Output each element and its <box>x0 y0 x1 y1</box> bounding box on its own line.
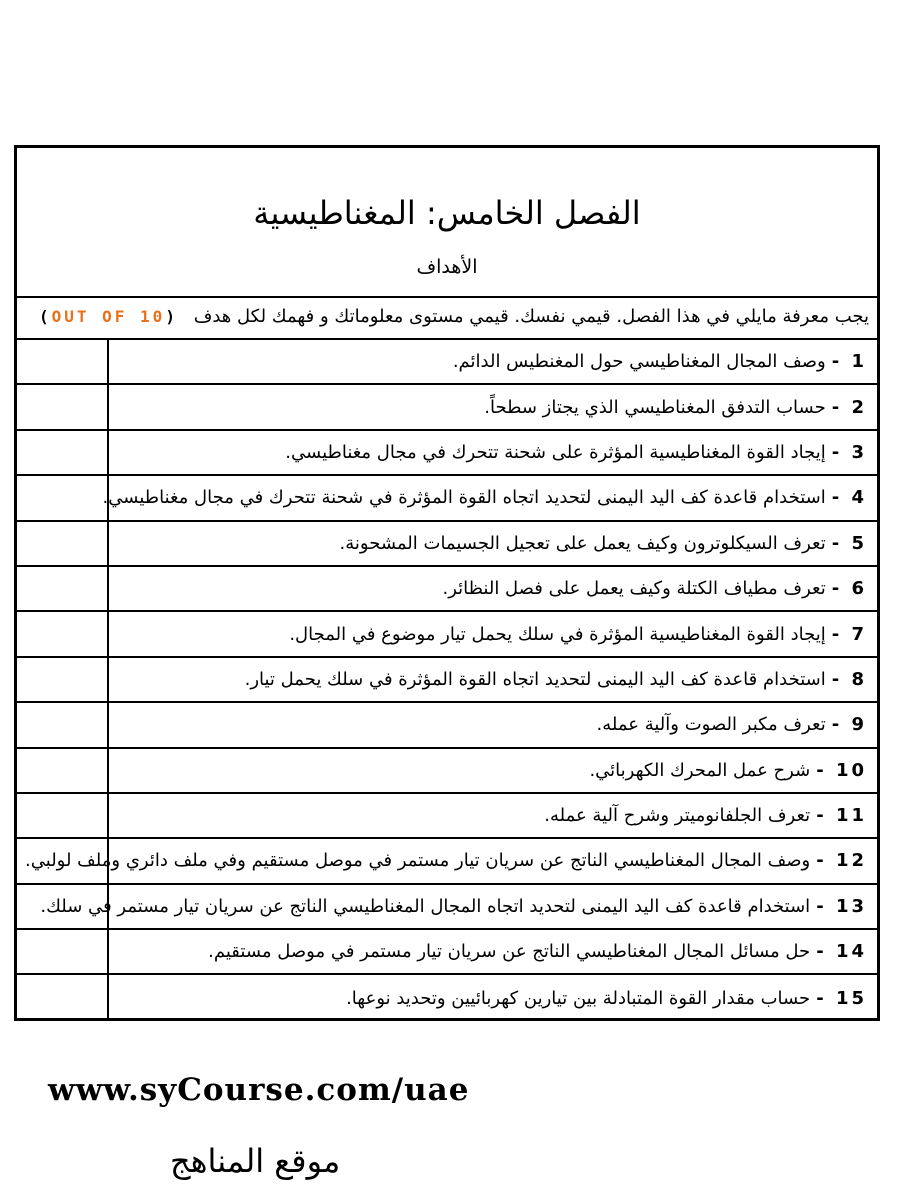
objective-text-cell <box>102 476 867 519</box>
score-cell[interactable] <box>17 340 109 383</box>
objective-number: 11 - <box>816 805 867 827</box>
sheet-header <box>17 148 877 298</box>
objective-text: إيجاد القوة المغناطيسية المؤثرة على شحنة تتحرك في مجال مغناطيسي. <box>285 441 826 463</box>
objective-number: 9 - <box>831 714 867 736</box>
objective-text-cell <box>117 612 867 655</box>
objective-text-cell <box>117 749 867 792</box>
objective-text: تعرف مطياف الكتلة وكيف يعمل على فصل النظائر. <box>442 578 826 600</box>
objective-number: 7 - <box>831 623 867 645</box>
objective-text: وصف المجال المغناطيسي الناتج عن سريان تيار مستمر في موصل مستقيم وفي ملف دائري وملف لولبي. <box>25 850 811 872</box>
score-cell[interactable] <box>17 975 109 1020</box>
footer-site-name: موقع المناهج <box>170 1142 341 1180</box>
score-cell[interactable] <box>17 476 109 519</box>
score-cell[interactable] <box>17 703 109 746</box>
objective-text: شرح عمل المحرك الكهربائي. <box>589 759 811 781</box>
objective-number: 14 - <box>816 941 867 963</box>
objective-text: استخدام قاعدة كف اليد اليمنى لتحديد اتجاه القوة المؤثرة في شحنة تتحرك في مجال مغناطيسي. <box>102 487 826 509</box>
objectives-heading: الأهداف <box>416 256 478 278</box>
score-cell[interactable] <box>17 658 109 701</box>
score-cell[interactable] <box>17 567 109 610</box>
score-scale-label <box>39 307 178 326</box>
score-cell[interactable] <box>17 612 109 655</box>
objective-text: حساب مقدار القوة المتبادلة بين تيارين كهربائيين وتحديد نوعها. <box>346 987 811 1009</box>
objective-number: 6 - <box>831 578 867 600</box>
objective-text: وصف المجال المغناطيسي حول المغنطيس الدائم. <box>452 351 826 373</box>
objective-row <box>17 612 877 657</box>
self-assessment-instruction <box>17 298 877 340</box>
score-cell[interactable] <box>17 385 109 428</box>
objective-text: إيجاد القوة المغناطيسية المؤثرة في سلك يحمل تيار موضوع في المجال. <box>289 623 826 645</box>
instruction-text: يجب معرفة مايلي في هذا الفصل. قيمي نفسك. قيمي مستوى معلوماتك و فهمك لكل هدف <box>193 306 869 327</box>
objective-number: 2 - <box>831 396 867 418</box>
objectives-sheet <box>14 145 880 1021</box>
objective-row <box>17 658 877 703</box>
objective-text-cell <box>117 930 867 973</box>
objective-row <box>17 839 877 884</box>
score-scale-text: OUT OF 10 <box>51 307 166 326</box>
objective-number: 12 - <box>816 850 867 872</box>
objective-row <box>17 476 877 521</box>
objective-row <box>17 794 877 839</box>
objective-text-cell <box>117 794 867 837</box>
objective-text: تعرف مكبر الصوت وآلية عمله. <box>596 714 826 736</box>
objective-number: 13 - <box>816 895 867 917</box>
score-cell[interactable] <box>17 749 109 792</box>
objective-row <box>17 975 877 1020</box>
score-cell[interactable] <box>17 930 109 973</box>
objective-number: 4 - <box>831 487 867 509</box>
objectives-table <box>17 340 877 1018</box>
objective-row <box>17 930 877 975</box>
chapter-title: الفصل الخامس: المغناطيسية <box>253 194 641 232</box>
objective-text: استخدام قاعدة كف اليد اليمنى لتحديد اتجاه المجال المغناطيسي الناتج عن سريان تيار مستمر في سلك. <box>40 895 811 917</box>
objective-row <box>17 703 877 748</box>
objective-text-cell <box>117 385 867 428</box>
objective-row <box>17 522 877 567</box>
objective-number: 1 - <box>831 351 867 373</box>
objective-text-cell <box>117 703 867 746</box>
score-open-paren: ( <box>38 307 52 326</box>
objective-row <box>17 431 877 476</box>
objective-number: 5 - <box>831 532 867 554</box>
objective-row <box>17 385 877 430</box>
objective-text-cell <box>117 658 867 701</box>
objective-text: حساب التدفق المغناطيسي الذي يجتاز سطحاً. <box>484 396 826 418</box>
objective-number: 8 - <box>831 668 867 690</box>
objective-number: 10 - <box>816 759 867 781</box>
objective-text-cell <box>117 567 867 610</box>
objective-row <box>17 885 877 930</box>
score-close-paren: ) <box>165 307 178 326</box>
objective-number: 3 - <box>831 441 867 463</box>
score-cell[interactable] <box>17 522 109 565</box>
objective-row <box>17 749 877 794</box>
objective-text-cell <box>40 885 867 928</box>
objective-row <box>17 340 877 385</box>
objective-text-cell <box>25 839 867 882</box>
objective-text-cell <box>117 975 867 1020</box>
score-cell[interactable] <box>17 431 109 474</box>
objective-row <box>17 567 877 612</box>
objective-text: استخدام قاعدة كف اليد اليمنى لتحديد اتجاه القوة المؤثرة في سلك يحمل تيار. <box>244 668 826 690</box>
objective-text-cell <box>117 340 867 383</box>
footer-url: www.syCourse.com/uae <box>48 1072 470 1108</box>
objective-text-cell <box>117 431 867 474</box>
objective-text: حل مسائل المجال المغناطيسي الناتج عن سريان تيار مستمر في موصل مستقيم. <box>208 941 811 963</box>
objective-number: 15 - <box>816 987 867 1009</box>
objective-text: تعرف السيكلوترون وكيف يعمل على تعجيل الجسيمات المشحونة. <box>339 532 826 554</box>
objective-text-cell <box>117 522 867 565</box>
score-cell[interactable] <box>17 794 109 837</box>
objective-text: تعرف الجلفانوميتر وشرح آلية عمله. <box>544 805 811 827</box>
